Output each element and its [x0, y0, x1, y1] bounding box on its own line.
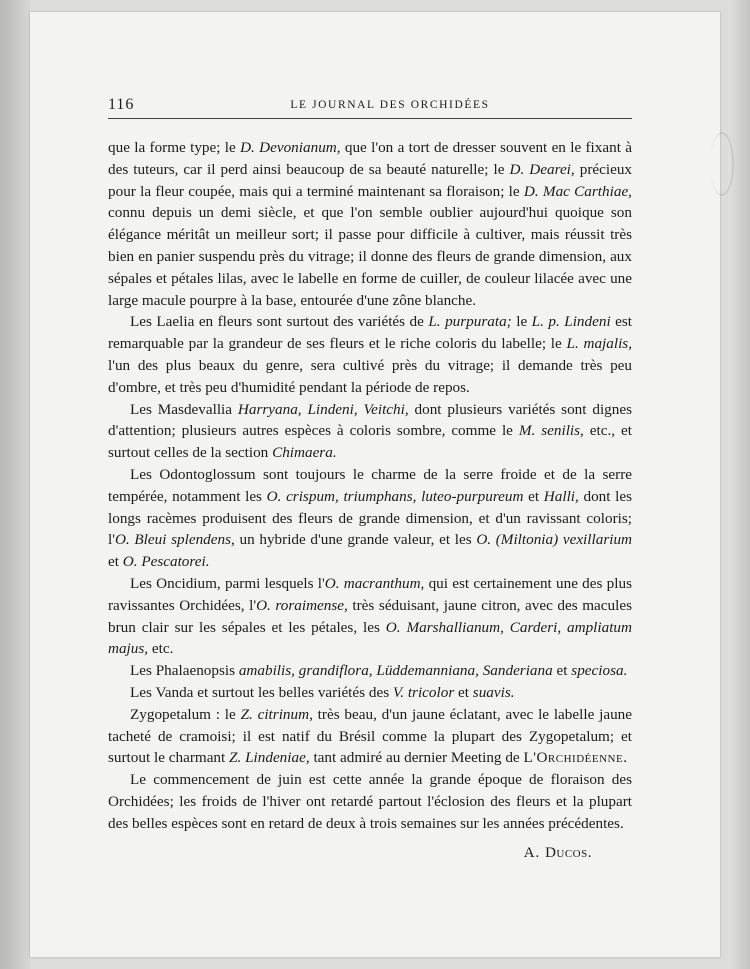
author-name: Ducos.: [545, 845, 592, 861]
species-name: M. senilis,: [518, 422, 584, 440]
species-name: L. p. Lindeni: [531, 313, 611, 331]
text-run: que la forme type; le: [108, 139, 241, 156]
text-run: que l'on a tort de dresser souvent en le fixant à des tuteurs, car il perd ainsi beaucoup de sa beauté naturelle; le: [108, 139, 632, 178]
species-name: D. Dearei,: [509, 160, 575, 178]
running-header: [108, 96, 632, 119]
species-name: suavis.: [472, 683, 515, 701]
text-run: est remarquable par la grandeur de ses fleurs et le riche coloris du labelle; le: [108, 313, 633, 353]
text-run: et: [454, 683, 473, 701]
species-name: O. macranthum,: [324, 574, 425, 592]
paragraph-vanda: [108, 682, 632, 704]
running-title: LE JOURNAL DES ORCHIDÉES: [290, 99, 490, 111]
page-number: 116: [108, 96, 135, 113]
species-name: D. Devonianum,: [240, 139, 341, 156]
paragraph-phalaenopsis: [108, 660, 632, 682]
text-run: .: [623, 749, 628, 767]
species-name: V. tricolor: [392, 683, 455, 701]
text-run: etc.: [148, 640, 174, 658]
species-name: O. (Miltonia) vexillarium: [476, 531, 633, 549]
author-signature: [420, 845, 592, 862]
text-run: Les Odontoglossum sont toujours le charme de la serre froide et de la serre tempérée, notamment les: [108, 465, 632, 505]
text-run: très beau, d'un jaune éclatant, avec le labelle jaune tacheté de cramoisi; il est natif du Brésil comme la plupart des Zygopetalum; et surtout le charmant: [108, 705, 632, 767]
species-name: O. Pescatorei.: [122, 553, 210, 571]
species-name: O. Marshallianum, Carderi, ampliatum majus,: [108, 618, 632, 658]
species-name: D. Mac Carthiae,: [523, 182, 632, 200]
text-run: Les Vanda et surtout les belles variétés des: [130, 683, 393, 701]
text-run: Les Masdevallia: [130, 400, 238, 418]
text-run: dont les longs racèmes produisent des fleurs de grande dimension, et d'un ravissant coloris; l': [108, 487, 633, 549]
text-run: connu depuis un demi siècle, et que l'on semble oublier aujourd'hui quoique son élégance méritât un meilleur sort; il passe pour difficile à cultiver, mais réussit très bien en panier suspendu près du vitrage; il donne des fleurs de grande dimension, aux sépales et pétales lilas, avec le labelle en forme de cuiller, de couleur lilacée avec une large macule pourpre à la base, entourée d'une zône blanche.: [108, 204, 632, 309]
bleed-through-mark: [710, 132, 734, 196]
species-name: Z. citrinum,: [240, 705, 313, 723]
species-name: Harryana, Lindeni, Veitchi,: [237, 400, 409, 418]
text-run: Les Phalaenopsis: [130, 662, 239, 680]
text-run: Les Laelia en fleurs sont surtout des variétés de: [130, 313, 429, 331]
paragraph-oncidium: [108, 573, 632, 660]
article-body: [108, 137, 632, 835]
paragraph-laelia: [108, 311, 632, 398]
species-name: amabilis, grandiflora, Lüddemanniana, Sanderiana: [238, 662, 553, 680]
text-run: et: [552, 662, 572, 680]
text-run: l'un des plus beaux du genre, sera cultivé près du vitrage; il demande très peu d'ombre, et très peu d'humidité pendant la période de repos.: [108, 356, 632, 396]
species-name: Chimaera.: [272, 444, 337, 462]
species-name: L. purpurata;: [428, 313, 512, 331]
species-name: L. majalis,: [566, 335, 633, 353]
text-run: le: [511, 313, 532, 331]
text-run: etc., et surtout celles de la section: [108, 422, 632, 462]
author-initial: A.: [523, 845, 541, 861]
text-run: très séduisant, jaune citron, avec des macules brun clair sur les sépales et les pétales, les: [108, 596, 632, 636]
text-run: Les Oncidium, parmi lesquels l': [130, 574, 325, 592]
text-run: Zygopetalum : le: [130, 705, 241, 723]
society-name: L'Orchidéenne: [523, 749, 624, 767]
species-name: Halli,: [543, 487, 579, 505]
species-name: Z. Lindeniae,: [229, 749, 310, 767]
scan-left-edge: [0, 0, 30, 969]
text-run: Le commencement de juin est cette année la grande époque de floraison des Orchidées; les froids de l'hiver ont retardé partout l'éclosion des fleurs et la plupart des belles espèces sont en retard de deux à trois semaines sur les années précédentes.: [108, 771, 632, 832]
text-run: un hybride d'une grande valeur, et les: [234, 531, 477, 549]
text-run: qui est certainement une des plus ravissantes Orchidées, l': [108, 574, 632, 614]
species-name: O. Bleui splendens,: [114, 531, 235, 549]
paragraph-june-flowering: [108, 769, 632, 834]
paragraph-dendrobium: [108, 137, 632, 311]
paragraph-masdevallia: [108, 399, 632, 464]
text-run: et: [108, 553, 123, 571]
paragraph-zygopetalum: [108, 704, 632, 769]
text-run: dont plusieurs variétés sont dignes d'attention; plusieurs autres espèces à coloris sombre, comme le: [108, 400, 633, 440]
text-run: tant admiré au dernier Meeting de: [309, 749, 524, 767]
species-name: speciosa.: [571, 662, 628, 680]
text-run: précieux pour la fleur coupée, mais qui a terminé maintenant sa floraison; le: [108, 160, 633, 200]
species-name: O. crispum, triumphans, luteo-purpureum: [266, 487, 524, 505]
species-name: O. roraimense,: [256, 596, 348, 614]
paragraph-odontoglossum: [108, 464, 632, 573]
text-run: et: [523, 487, 544, 505]
